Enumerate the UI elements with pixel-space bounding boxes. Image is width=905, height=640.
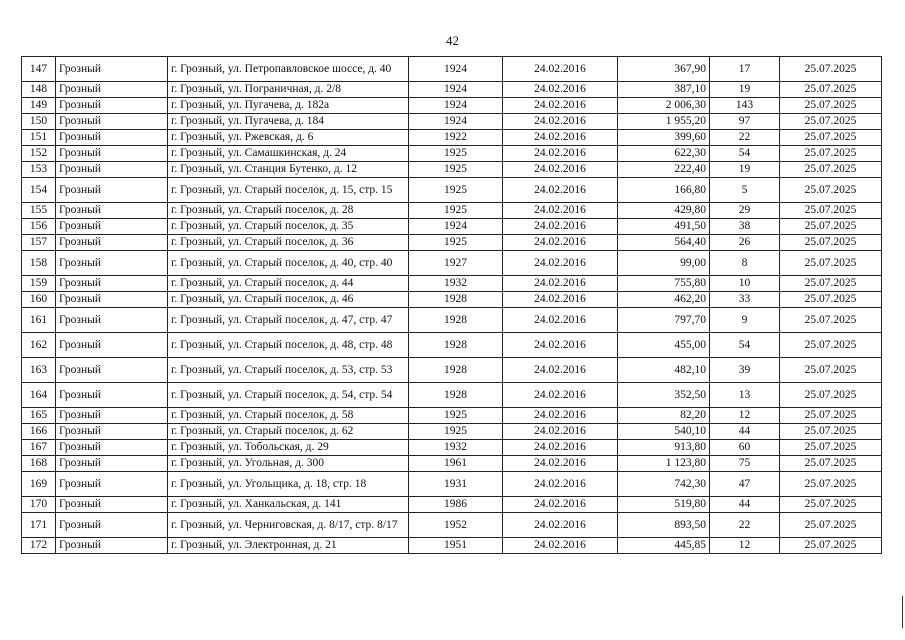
due-date-cell: 25.07.2025 (780, 472, 882, 497)
area-cell: 82,20 (618, 408, 710, 424)
residents-count-cell: 26 (710, 235, 780, 251)
residents-count-cell: 29 (710, 203, 780, 219)
address-cell: г. Грозный, ул. Станция Бутенко, д. 12 (168, 162, 409, 178)
residents-count-cell: 9 (710, 308, 780, 333)
build-year-cell: 1928 (409, 358, 503, 383)
due-date-cell: 25.07.2025 (780, 456, 882, 472)
due-date-cell: 25.07.2025 (780, 130, 882, 146)
address-cell: г. Грозный, ул. Старый поселок, д. 48, стр. 48 (168, 333, 409, 358)
build-year-cell: 1986 (409, 497, 503, 513)
address-cell: г. Грозный, ул. Черниговская, д. 8/17, стр. 8/17 (168, 513, 409, 538)
address-cell: г. Грозный, ул. Угольная, д. 300 (168, 456, 409, 472)
city-cell: Грозный (56, 162, 168, 178)
area-cell: 99,00 (618, 251, 710, 276)
build-year-cell: 1924 (409, 98, 503, 114)
city-cell: Грозный (56, 57, 168, 82)
build-year-cell: 1961 (409, 456, 503, 472)
build-year-cell: 1932 (409, 440, 503, 456)
table-row (22, 235, 882, 251)
due-date-cell: 25.07.2025 (780, 98, 882, 114)
row-number-cell: 171 (22, 513, 56, 538)
due-date-cell: 25.07.2025 (780, 219, 882, 235)
address-cell: г. Грозный, ул. Пугачева, д. 184 (168, 114, 409, 130)
table-row (22, 408, 882, 424)
build-year-cell: 1925 (409, 235, 503, 251)
city-cell: Грозный (56, 456, 168, 472)
due-date-cell: 25.07.2025 (780, 333, 882, 358)
row-number-cell: 161 (22, 308, 56, 333)
area-cell: 445,85 (618, 538, 710, 554)
residents-count-cell: 12 (710, 538, 780, 554)
city-cell: Грозный (56, 292, 168, 308)
area-cell: 1 955,20 (618, 114, 710, 130)
table-row (22, 440, 882, 456)
record-date-cell: 24.02.2016 (503, 162, 618, 178)
row-number-cell: 164 (22, 383, 56, 408)
address-cell: г. Грозный, ул. Старый поселок, д. 36 (168, 235, 409, 251)
build-year-cell: 1925 (409, 146, 503, 162)
record-date-cell: 24.02.2016 (503, 57, 618, 82)
record-date-cell: 24.02.2016 (503, 513, 618, 538)
address-cell: г. Грозный, ул. Угольщика, д. 18, стр. 18 (168, 472, 409, 497)
due-date-cell: 25.07.2025 (780, 146, 882, 162)
address-cell: г. Грозный, ул. Старый поселок, д. 15, стр. 15 (168, 178, 409, 203)
record-date-cell: 24.02.2016 (503, 251, 618, 276)
record-date-cell: 24.02.2016 (503, 82, 618, 98)
residents-count-cell: 44 (710, 497, 780, 513)
residents-count-cell: 33 (710, 292, 780, 308)
address-cell: г. Грозный, ул. Пугачева, д. 182а (168, 98, 409, 114)
row-number-cell: 159 (22, 276, 56, 292)
area-cell: 399,60 (618, 130, 710, 146)
table-row (22, 130, 882, 146)
row-number-cell: 169 (22, 472, 56, 497)
record-date-cell: 24.02.2016 (503, 203, 618, 219)
due-date-cell: 25.07.2025 (780, 358, 882, 383)
table-row (22, 203, 882, 219)
address-cell: г. Грозный, ул. Старый поселок, д. 35 (168, 219, 409, 235)
row-number-cell: 157 (22, 235, 56, 251)
table-row (22, 333, 882, 358)
city-cell: Грозный (56, 276, 168, 292)
build-year-cell: 1931 (409, 472, 503, 497)
residents-count-cell: 22 (710, 513, 780, 538)
row-number-cell: 149 (22, 98, 56, 114)
area-cell: 429,80 (618, 203, 710, 219)
record-date-cell: 24.02.2016 (503, 292, 618, 308)
table-row (22, 292, 882, 308)
row-number-cell: 163 (22, 358, 56, 383)
residents-count-cell: 13 (710, 383, 780, 408)
city-cell: Грозный (56, 82, 168, 98)
city-cell: Грозный (56, 538, 168, 554)
due-date-cell: 25.07.2025 (780, 57, 882, 82)
city-cell: Грозный (56, 114, 168, 130)
area-cell: 797,70 (618, 308, 710, 333)
residents-count-cell: 54 (710, 146, 780, 162)
area-cell: 455,00 (618, 333, 710, 358)
registry-body (22, 57, 882, 554)
due-date-cell: 25.07.2025 (780, 308, 882, 333)
build-year-cell: 1925 (409, 408, 503, 424)
build-year-cell: 1924 (409, 82, 503, 98)
row-number-cell: 148 (22, 82, 56, 98)
row-number-cell: 165 (22, 408, 56, 424)
record-date-cell: 24.02.2016 (503, 114, 618, 130)
row-number-cell: 168 (22, 456, 56, 472)
row-number-cell: 166 (22, 424, 56, 440)
due-date-cell: 25.07.2025 (780, 162, 882, 178)
city-cell: Грозный (56, 497, 168, 513)
residents-count-cell: 12 (710, 408, 780, 424)
record-date-cell: 24.02.2016 (503, 276, 618, 292)
due-date-cell: 25.07.2025 (780, 424, 882, 440)
table-row (22, 358, 882, 383)
due-date-cell: 25.07.2025 (780, 251, 882, 276)
table-row (22, 146, 882, 162)
record-date-cell: 24.02.2016 (503, 130, 618, 146)
row-number-cell: 156 (22, 219, 56, 235)
residents-count-cell: 22 (710, 130, 780, 146)
city-cell: Грозный (56, 219, 168, 235)
record-date-cell: 24.02.2016 (503, 146, 618, 162)
record-date-cell: 24.02.2016 (503, 538, 618, 554)
row-number-cell: 152 (22, 146, 56, 162)
address-cell: г. Грозный, ул. Пограничная, д. 2/8 (168, 82, 409, 98)
residents-count-cell: 75 (710, 456, 780, 472)
area-cell: 222,40 (618, 162, 710, 178)
area-cell: 482,10 (618, 358, 710, 383)
record-date-cell: 24.02.2016 (503, 333, 618, 358)
record-date-cell: 24.02.2016 (503, 424, 618, 440)
row-number-cell: 151 (22, 130, 56, 146)
page-number: 42 (446, 33, 459, 48)
table-row (22, 98, 882, 114)
table-row (22, 219, 882, 235)
due-date-cell: 25.07.2025 (780, 440, 882, 456)
build-year-cell: 1925 (409, 178, 503, 203)
record-date-cell: 24.02.2016 (503, 472, 618, 497)
record-date-cell: 24.02.2016 (503, 219, 618, 235)
area-cell: 352,50 (618, 383, 710, 408)
residents-count-cell: 44 (710, 424, 780, 440)
city-cell: Грозный (56, 308, 168, 333)
table-row (22, 276, 882, 292)
residents-count-cell: 10 (710, 276, 780, 292)
due-date-cell: 25.07.2025 (780, 383, 882, 408)
address-cell: г. Грозный, ул. Ржевская, д. 6 (168, 130, 409, 146)
row-number-cell: 155 (22, 203, 56, 219)
due-date-cell: 25.07.2025 (780, 235, 882, 251)
due-date-cell: 25.07.2025 (780, 114, 882, 130)
city-cell: Грозный (56, 235, 168, 251)
city-cell: Грозный (56, 203, 168, 219)
table-row (22, 513, 882, 538)
table-row (22, 114, 882, 130)
record-date-cell: 24.02.2016 (503, 358, 618, 383)
record-date-cell: 24.02.2016 (503, 440, 618, 456)
build-year-cell: 1924 (409, 57, 503, 82)
row-number-cell: 150 (22, 114, 56, 130)
city-cell: Грозный (56, 358, 168, 383)
build-year-cell: 1924 (409, 219, 503, 235)
area-cell: 622,30 (618, 146, 710, 162)
address-cell: г. Грозный, ул. Ханкальская, д. 141 (168, 497, 409, 513)
due-date-cell: 25.07.2025 (780, 513, 882, 538)
address-cell: г. Грозный, ул. Старый поселок, д. 62 (168, 424, 409, 440)
city-cell: Грозный (56, 440, 168, 456)
table-row (22, 178, 882, 203)
address-cell: г. Грозный, ул. Старый поселок, д. 53, стр. 53 (168, 358, 409, 383)
area-cell: 462,20 (618, 292, 710, 308)
record-date-cell: 24.02.2016 (503, 383, 618, 408)
table-row (22, 424, 882, 440)
area-cell: 166,80 (618, 178, 710, 203)
build-year-cell: 1928 (409, 383, 503, 408)
area-cell: 2 006,30 (618, 98, 710, 114)
address-cell: г. Грозный, ул. Старый поселок, д. 47, стр. 47 (168, 308, 409, 333)
row-number-cell: 162 (22, 333, 56, 358)
city-cell: Грозный (56, 178, 168, 203)
due-date-cell: 25.07.2025 (780, 203, 882, 219)
table-row (22, 82, 882, 98)
due-date-cell: 25.07.2025 (780, 408, 882, 424)
area-cell: 540,10 (618, 424, 710, 440)
address-cell: г. Грозный, ул. Старый поселок, д. 40, стр. 40 (168, 251, 409, 276)
address-cell: г. Грозный, ул. Старый поселок, д. 58 (168, 408, 409, 424)
address-cell: г. Грозный, ул. Петропавловское шоссе, д. 40 (168, 57, 409, 82)
row-number-cell: 158 (22, 251, 56, 276)
city-cell: Грозный (56, 146, 168, 162)
row-number-cell: 147 (22, 57, 56, 82)
build-year-cell: 1925 (409, 424, 503, 440)
area-cell: 893,50 (618, 513, 710, 538)
build-year-cell: 1927 (409, 251, 503, 276)
row-number-cell: 167 (22, 440, 56, 456)
address-cell: г. Грозный, ул. Старый поселок, д. 46 (168, 292, 409, 308)
record-date-cell: 24.02.2016 (503, 497, 618, 513)
build-year-cell: 1922 (409, 130, 503, 146)
row-number-cell: 153 (22, 162, 56, 178)
residents-count-cell: 47 (710, 472, 780, 497)
city-cell: Грозный (56, 383, 168, 408)
table-row (22, 497, 882, 513)
row-number-cell: 170 (22, 497, 56, 513)
row-number-cell: 154 (22, 178, 56, 203)
city-cell: Грозный (56, 424, 168, 440)
address-cell: г. Грозный, ул. Самашкинская, д. 24 (168, 146, 409, 162)
city-cell: Грозный (56, 130, 168, 146)
area-cell: 742,30 (618, 472, 710, 497)
area-cell: 491,50 (618, 219, 710, 235)
residents-count-cell: 60 (710, 440, 780, 456)
build-year-cell: 1952 (409, 513, 503, 538)
build-year-cell: 1925 (409, 162, 503, 178)
table-row (22, 57, 882, 82)
build-year-cell: 1928 (409, 308, 503, 333)
record-date-cell: 24.02.2016 (503, 308, 618, 333)
address-cell: г. Грозный, ул. Тобольская, д. 29 (168, 440, 409, 456)
residents-count-cell: 143 (710, 98, 780, 114)
area-cell: 367,90 (618, 57, 710, 82)
table-row (22, 383, 882, 408)
due-date-cell: 25.07.2025 (780, 538, 882, 554)
area-cell: 519,80 (618, 497, 710, 513)
build-year-cell: 1928 (409, 333, 503, 358)
city-cell: Грозный (56, 472, 168, 497)
address-cell: г. Грозный, ул. Электронная, д. 21 (168, 538, 409, 554)
residents-count-cell: 38 (710, 219, 780, 235)
record-date-cell: 24.02.2016 (503, 98, 618, 114)
record-date-cell: 24.02.2016 (503, 408, 618, 424)
build-year-cell: 1925 (409, 203, 503, 219)
due-date-cell: 25.07.2025 (780, 497, 882, 513)
record-date-cell: 24.02.2016 (503, 456, 618, 472)
housing-registry-table (21, 56, 882, 554)
city-cell: Грозный (56, 333, 168, 358)
residents-count-cell: 5 (710, 178, 780, 203)
build-year-cell: 1924 (409, 114, 503, 130)
city-cell: Грозный (56, 98, 168, 114)
due-date-cell: 25.07.2025 (780, 276, 882, 292)
residents-count-cell: 97 (710, 114, 780, 130)
table-row (22, 308, 882, 333)
build-year-cell: 1928 (409, 292, 503, 308)
due-date-cell: 25.07.2025 (780, 178, 882, 203)
table-row (22, 251, 882, 276)
address-cell: г. Грозный, ул. Старый поселок, д. 28 (168, 203, 409, 219)
table-row (22, 162, 882, 178)
due-date-cell: 25.07.2025 (780, 82, 882, 98)
area-cell: 913,80 (618, 440, 710, 456)
scan-edge-mark (902, 596, 903, 628)
build-year-cell: 1951 (409, 538, 503, 554)
table-row (22, 472, 882, 497)
area-cell: 564,40 (618, 235, 710, 251)
area-cell: 1 123,80 (618, 456, 710, 472)
row-number-cell: 172 (22, 538, 56, 554)
residents-count-cell: 8 (710, 251, 780, 276)
area-cell: 387,10 (618, 82, 710, 98)
residents-count-cell: 19 (710, 82, 780, 98)
due-date-cell: 25.07.2025 (780, 292, 882, 308)
residents-count-cell: 17 (710, 57, 780, 82)
record-date-cell: 24.02.2016 (503, 235, 618, 251)
row-number-cell: 160 (22, 292, 56, 308)
address-cell: г. Грозный, ул. Старый поселок, д. 54, стр. 54 (168, 383, 409, 408)
table-row (22, 456, 882, 472)
area-cell: 755,80 (618, 276, 710, 292)
city-cell: Грозный (56, 408, 168, 424)
address-cell: г. Грозный, ул. Старый поселок, д. 44 (168, 276, 409, 292)
residents-count-cell: 19 (710, 162, 780, 178)
build-year-cell: 1932 (409, 276, 503, 292)
city-cell: Грозный (56, 251, 168, 276)
record-date-cell: 24.02.2016 (503, 178, 618, 203)
table-row (22, 538, 882, 554)
residents-count-cell: 54 (710, 333, 780, 358)
city-cell: Грозный (56, 513, 168, 538)
residents-count-cell: 39 (710, 358, 780, 383)
